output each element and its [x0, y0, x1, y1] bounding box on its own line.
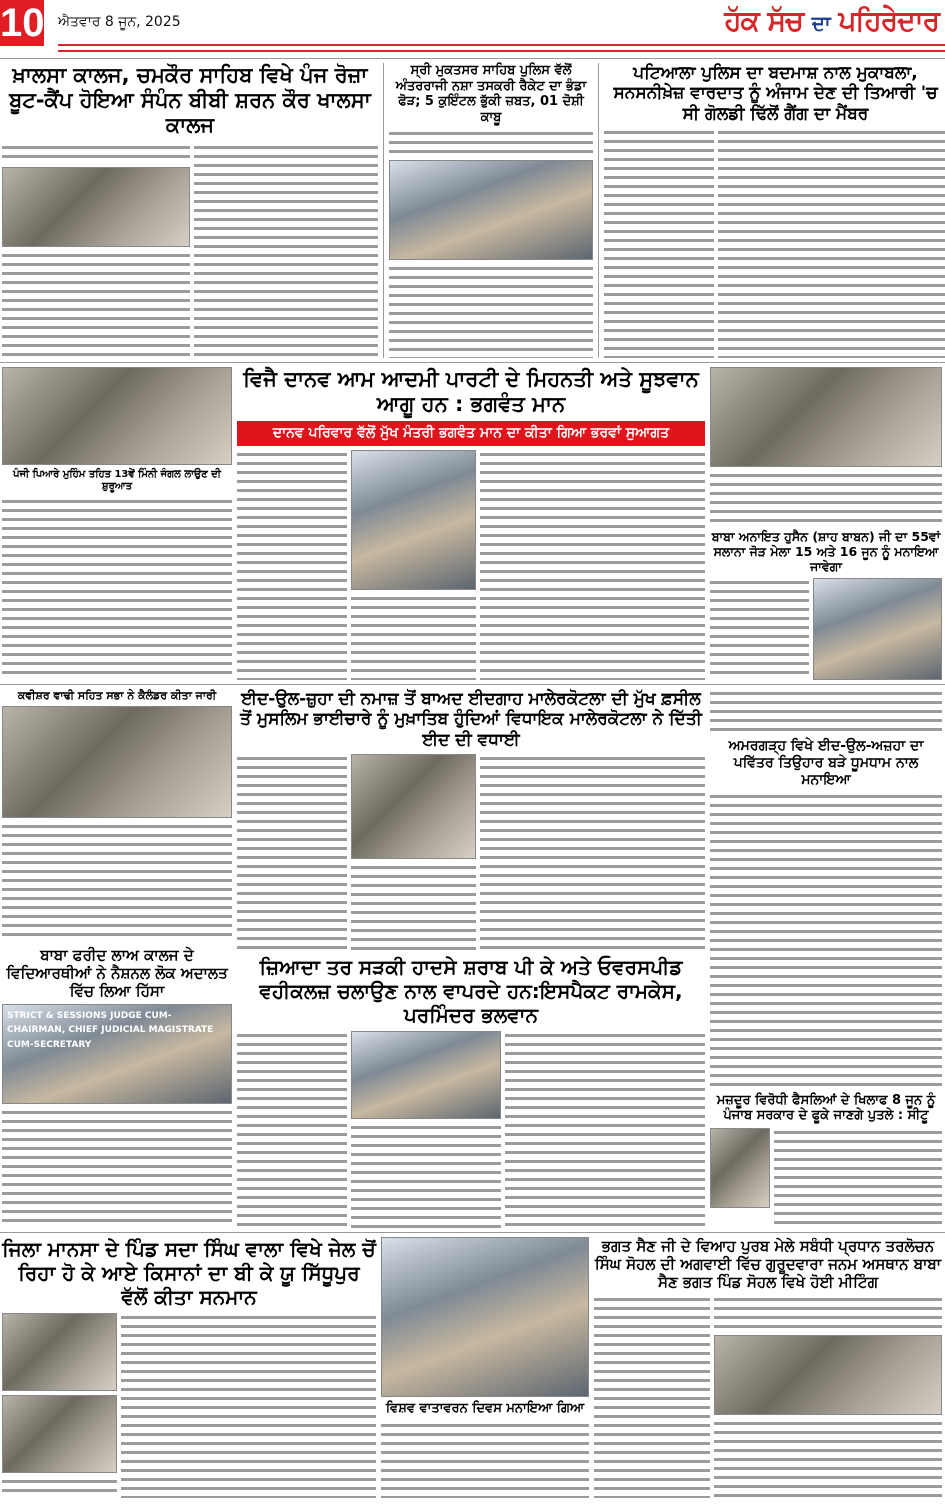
article-patiala — [604, 63, 945, 358]
photo-lok-adalat: STRICT & SESSIONS JUDGE CUM-CHAIRMAN, CHIEF JUDICIAL MAGISTRATE CUM-SECRETARY — [2, 1004, 232, 1104]
row-3 — [0, 684, 945, 1232]
row-1 — [0, 58, 945, 362]
photo-truck — [351, 1031, 501, 1119]
body-text — [2, 1477, 117, 1498]
header-rule — [58, 44, 945, 52]
body-text — [710, 471, 942, 525]
headline-mansa: ਜਿਲਾ ਮਾਨਸਾ ਦੇ ਪਿੰਡ ਸਦਾ ਸਿੰਘ ਵਾਲਾ ਵਿਖੇ ਜੇਲ ਚੋਂ ਰਿਹਾ ਹੋ ਕੇ ਆਏ ਕਿਸਾਨਾਂ ਦਾ ਬੀ ਕੇ ਯੂ ਸਿੱਧੂਪੁਰ ਵੱਲੋਂ ਕੀਤਾ ਸਨਮਾਨ — [2, 1237, 376, 1309]
photo-langar — [710, 367, 942, 467]
headline-khalsa: ਖ਼ਾਲਸਾ ਕਾਲਜ, ਚਮਕੌਰ ਸਾਹਿਬ ਵਿਖੇ ਪੰਜ ਰੋਜ਼ਾ ਬੂਟ-ਕੈਂਪ ਹੋਇਆ ਸੰਪੰਨ ਬੀਬੀ ਸ਼ਰਨ ਕੌਰ ਖਾਲਸਾ ਕਾਲਜ — [9, 63, 371, 138]
body-text — [2, 497, 232, 680]
body-text — [237, 754, 347, 951]
body-text — [237, 450, 347, 680]
headline-mazdoor: ਮਜ਼ਦੂਰ ਵਿਰੋਧੀ ਫੈਸਲਿਆਂ ਦੇ ਖਿਲਾਫ 8 ਜੂਨ ਨੂੰ ਪੰਜਾਬ ਸਰਕਾਰ ਦੇ ਫੂਕੇ ਜਾਣਗੇ ਪੁਤਲੇ : ਸੀਟੂ — [716, 1092, 936, 1124]
headline-road: ਜ਼ਿਆਦਾ ਤਰ ਸੜਕੀ ਹਾਦਸੇ ਸ਼ਰਾਬ ਪੀ ਕੇ ਅਤੇ ਓਵਰਸਪੀਡ ਵਹੀਕਲਜ਼ ਚਲਾਉਣ ਨਾਲ ਵਾਪਰਦੇ ਹਨ:ਇਸਪੈਕਟ ਰਾਮਕੇਸ, ਪਰਮਿੰਦਰ ਭਲਵਾਨ — [259, 955, 683, 1028]
photo-tree-planting — [2, 367, 232, 465]
photo-eid-prayer — [351, 754, 476, 859]
body-text — [505, 1031, 705, 1228]
photo-environment-day — [381, 1237, 589, 1397]
body-text — [710, 689, 942, 734]
photo-farmer — [2, 1313, 117, 1391]
headline-panj: ਪੰਜੀ ਪਿਆਰੇ ਮੁਹਿੰਮ ਤਹਿਤ 13ਵੇਂ ਮਿੰਨੀ ਜੰਗਲ ਲਾਉਣ ਦੀ ਸ਼ੁਰੂਆਤ — [13, 469, 221, 492]
headline-amargarh: ਅਮਰਗੜ੍ਹ ਵਿਖੇ ਈਦ-ਉਲ-ਅਜ਼ਹਾ ਦਾ ਪਵਿੱਤਰ ਤਿਉਹਾਰ ਬੜੇ ਧੂਮਧਾਮ ਨਾਲ ਮਨਾਇਆ — [728, 738, 924, 788]
photo-calendar-release — [2, 706, 232, 818]
row-4 — [0, 1232, 945, 1502]
masthead-logo: ਹੱਕ ਸੱਚ ਦਾ ਪਹਿਰੇਦਾਰ — [724, 4, 939, 37]
body-text — [774, 1128, 942, 1228]
headline-bhagat: ਭਗਤ ਸੈਣ ਜੀ ਦੇ ਵਿਆਹ ਪੁਰਬ ਮੇਲੇ ਸਬੰਧੀ ਪ੍ਰਧਾਨ ਤਰਲੋਚਨ ਸਿੰਘ ਸੋਹਲ ਦੀ ਅਗਵਾਈ ਵਿੱਚ ਗੁਰੂਦਵਾਰਾ ਜਨਮ ਅਸਥਾਨ ਬਾਬਾ ਸੈਣ ਭਗਤ ਪਿੰਡ ਸੋਹਲ ਵਿਖੇ ਹੋਈ ਮੀਟਿੰਗ — [594, 1237, 942, 1291]
headline-eid: ਈਦ-ਉਲ-ਜ਼ੁਹਾ ਦੀ ਨਮਾਜ਼ ਤੋਂ ਬਾਅਦ ਈਦਗਾਹ ਮਾਲੇਰਕੋਟਲਾ ਦੀ ਮੁੱਖ ਫ਼ਸੀਲ ਤੋਂ ਮੁਸਲਿਮ ਭਾਈਚਾਰੇ ਨੂੰ ਮੁਖ਼ਾਤਿਬ ਹੁੰਦਿਆਂ ਵਿਧਾਇਕ ਮਾਲੇਰਕੋਟਲਾ ਨੇ ਦਿੱਤੀ ਈਦ ਦੀ ਵਧਾਈ — [240, 689, 702, 750]
body-text — [2, 822, 232, 942]
body-text — [480, 754, 705, 951]
article-vijay — [237, 367, 705, 680]
body-text — [351, 1123, 501, 1228]
body-text — [2, 143, 190, 163]
headline-vishav: ਵਿਸ਼ਵ ਵਾਤਾਵਰਨ ਦਿਵਸ ਮਨਾਇਆ ਗਿਆ — [385, 1401, 585, 1416]
body-text — [710, 578, 809, 680]
headline-muktsar: ਸ੍ਰੀ ਮੁਕਤਸਰ ਸਾਹਿਬ ਪੁਲਿਸ ਵੱਲੋਂ ਅੰਤਰਰਾਜੀ ਨਸ਼ਾ ਤਸਕਰੀ ਰੈਕੇਟ ਦਾ ਭੰਡਾ ਫੋੜ; 5 ਕੁਇੰਟਲ ਭੁੱਕੀ ਜ਼ਬਤ, 01 ਦੋਸ਼ੀ ਕਾਬੂ — [395, 63, 587, 125]
body-text — [480, 450, 705, 680]
body-text — [194, 143, 378, 358]
body-text — [2, 251, 190, 358]
photo-felicitation — [2, 1395, 117, 1473]
page-number: 10 — [0, 1, 45, 45]
photo-shrine — [813, 578, 942, 680]
body-text — [2, 1108, 232, 1228]
row-2 — [0, 362, 945, 684]
body-text — [710, 792, 942, 1088]
headline-farid: ਬਾਬਾ ਫਰੀਦ ਲਾਅ ਕਾਲਜ ਦੇ ਵਿਦਿਆਰਥੀਆਂ ਨੇ ਨੈਸ਼ਨਲ ਲੋਕ ਅਦਾਲਤ ਵਿੱਚ ਲਿਆ ਹਿੱਸਾ — [6, 946, 228, 1001]
masthead — [0, 0, 945, 58]
body-text — [389, 129, 593, 156]
body-text — [351, 863, 476, 951]
body-text — [121, 1313, 376, 1498]
body-text — [718, 128, 945, 358]
divider — [383, 63, 384, 358]
photo-classroom — [2, 167, 190, 247]
body-text — [237, 1031, 347, 1228]
body-text — [389, 264, 593, 358]
body-text — [381, 1421, 589, 1498]
subhead-banner: ਦਾਨਵ ਪਰਿਵਾਰ ਵੱਲੋਂ ਮੁੱਖ ਮੰਤਰੀ ਭਗਵੰਤ ਮਾਨ ਦਾ ਕੀਤਾ ਗਿਆ ਭਰਵਾਂ ਸੁਆਗਤ — [237, 421, 705, 445]
body-text — [604, 128, 714, 358]
body-text — [714, 1295, 942, 1331]
issue-date: ਐਤਵਾਰ 8 ਜੂਨ, 2025 — [58, 14, 181, 30]
article-muktsar — [389, 63, 593, 358]
body-text — [714, 1419, 942, 1498]
photo-police-seizure — [389, 160, 593, 260]
divider — [598, 63, 599, 358]
headline-patiala: ਪਟਿਆਲਾ ਪੁਲਿਸ ਦਾ ਬਦਮਾਸ਼ ਨਾਲ ਮੁਕਾਬਲਾ, ਸਨਸਨੀਖ਼ੇਜ਼ ਵਾਰਦਾਤ ਨੂੰ ਅੰਜਾਮ ਦੇਣ ਦੀ ਤਿਆਰੀ 'ਚ ਸੀ ਗੋਲਡੀ ਢਿੱਲੋਂ ਗੈਂਗ ਦਾ ਮੈਂਬਰ — [613, 63, 938, 124]
headline-vijay: ਵਿਜੈ ਦਾਨਵ ਆਮ ਆਦਮੀ ਪਾਰਟੀ ਦੇ ਮਿਹਨਤੀ ਅਤੇ ਸੂਝਵਾਨ ਆਗੂ ਹਨ : ਭਗਵੰਤ ਮਾਨ — [243, 367, 699, 417]
photo-meeting — [714, 1335, 942, 1415]
photo-portrait — [710, 1128, 770, 1208]
headline-kavishar: ਕਵੀਸ਼ਰ ਵਾਢੀ ਸਹਿਤ ਸਭਾ ਨੇ ਕੈਲੰਡਰ ਕੀਤਾ ਜਾਰੀ — [17, 689, 217, 702]
body-text — [351, 594, 476, 680]
body-text — [594, 1295, 710, 1498]
photo-cm-welcome — [351, 450, 476, 590]
headline-baba: ਬਾਬਾ ਅਨਾਇਤ ਹੁਸੈਨ (ਸ਼ਾਹ ਬਾਬਨ) ਜੀ ਦਾ 55ਵਾਂ ਸਲਾਨਾ ਜੋੜ ਮੇਲਾ 15 ਅਤੇ 16 ਜੂਨ ਨੂੰ ਮਨਾਇਆ ਜਾਵੇਗਾ — [711, 529, 941, 574]
article-khalsa — [2, 63, 378, 358]
